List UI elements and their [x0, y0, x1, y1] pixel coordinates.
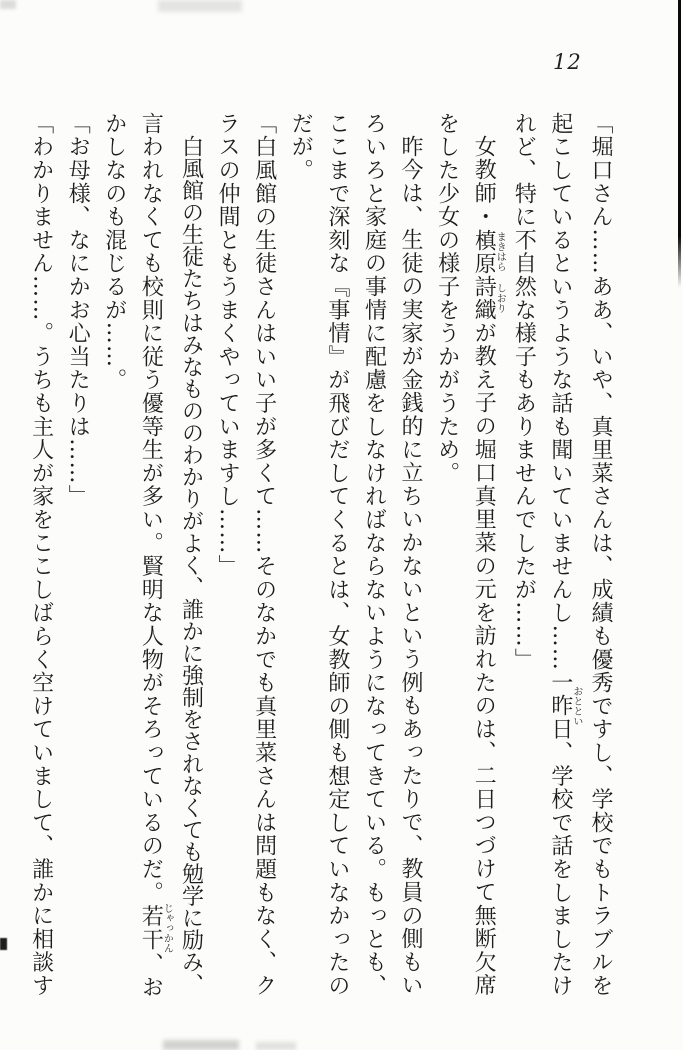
scan-edge-line: [678, 0, 681, 288]
text-line: をした少女の様子をうかがうため。: [434, 112, 460, 485]
ruby-annotated-word: 若干じゃっかん: [138, 903, 173, 954]
text-line: 白風館の生徒たちはみなもののわかりがよく、誰かに強制をされなくても勉学に励み、: [178, 135, 204, 996]
text-line: かしなのも混じるが……。: [101, 112, 127, 392]
text-line: 「白風館の生徒さんはいい子が多くて……そのなかでも真里菜さんは問題もなく、ク: [251, 112, 277, 998]
text-line: 言われなくても校則に従う優等生が多い。賢明な人物がそろっているのだ。若干じゃっかん、お: [138, 112, 173, 1000]
text-line: ろいろと家庭の事情に配慮をしなければならないようになってきている。もっとも、: [361, 112, 387, 998]
text-line: 女教師・槙原まきはら詩織しおりが教え子の堀口真里菜の元を訪れたのは、二日つづけて無断欠席: [471, 135, 506, 998]
text-line: だが。: [288, 112, 314, 182]
text-line: ここまで深刻な『事情』が飛びだしてくるとは、女教師の側も想定していなかったの: [324, 112, 350, 998]
ruby-annotated-word: 槙原まきはら: [471, 228, 506, 276]
scan-smudge: [158, 0, 242, 12]
scan-smudge: [256, 1042, 296, 1050]
scan-smudge: [163, 1040, 239, 1050]
text-block: [22, 112, 618, 1017]
ruby-annotated-word: 一昨日おととい: [547, 671, 582, 742]
text-line: 昨今は、生徒の実家が金銭的に立ちいかないという例もあったりで、教員の側もい: [398, 135, 424, 998]
text-line: れど、特に不自然な様子もありませんでしたが……」: [511, 112, 537, 672]
text-line: 「わかりません……。うちも主人が家をここしばらく空けていまして、誰かに相談す: [28, 112, 54, 998]
ruby-annotated-word: 詩織しおり: [471, 275, 506, 322]
text-line: 起こしているというような話も聞いていませんし……一昨日おととい、学校で話をしましたけ: [547, 112, 582, 998]
text-line: 「堀口さん……ああ、いや、真里菜さんは、成績も優秀ですし、学校でもトラブルを: [588, 112, 613, 998]
scan-smudge: [0, 0, 16, 9]
scan-smudge: [0, 938, 7, 950]
text-line: ラスの仲間ともうまくやっていますし……」: [215, 112, 241, 578]
page-number: 12: [553, 50, 582, 74]
text-line: 「お母様、なにかお心当たりは……」: [65, 112, 91, 509]
